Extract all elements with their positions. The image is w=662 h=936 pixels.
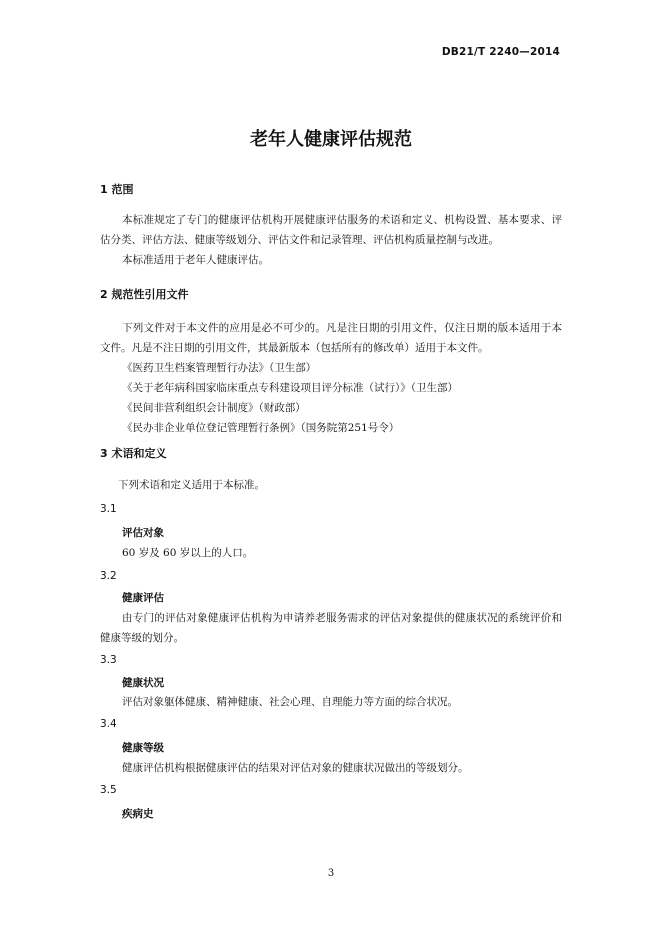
reference-item: 《关于老年病科国家临床重点专科建设项目评分标准（试行）》（卫生部） xyxy=(122,382,458,394)
term-number: 3.2 xyxy=(100,570,117,582)
section-heading-terms: 3 术语和定义 xyxy=(100,447,167,460)
term-name: 疾病史 xyxy=(122,808,154,820)
page-number: 3 xyxy=(327,868,335,879)
term-definition: 健康评估机构根据健康评估的结果对评估对象的健康状况做出的等级划分。 xyxy=(122,762,469,774)
terms-intro: 下列术语和定义适用于本标准。 xyxy=(118,479,265,491)
section-heading-normative-references: 2 规范性引用文件 xyxy=(100,288,189,301)
term-name: 健康状况 xyxy=(122,677,164,689)
scope-paragraph: 本标准规定了专门的健康评估机构开展健康评估服务的术语和定义、机构设置、基本要求、评估分类、评估方法、健康等级划分、评估文件和记录管理、评估机构质量控制与改进。 xyxy=(100,214,562,246)
term-number: 3.1 xyxy=(100,503,117,515)
document-title: 老年人健康评估规范 xyxy=(250,129,412,150)
term-number: 3.5 xyxy=(100,784,117,796)
scope-applicability: 本标准适用于老年人健康评估。 xyxy=(122,254,269,266)
standard-code: DB21/T 2240—2014 xyxy=(441,46,560,58)
reference-item: 《医药卫生档案管理暂行办法》（卫生部） xyxy=(122,362,317,374)
term-definition: 由专门的评估对象健康评估机构为申请养老服务需求的评估对象提供的健康状况的系统评价和健康等级的划分。 xyxy=(100,612,562,644)
term-number: 3.4 xyxy=(100,718,117,730)
section-heading-scope: 1 范围 xyxy=(100,183,134,196)
reference-item: 《民办非企业单位登记管理暂行条例》（国务院第251号令） xyxy=(122,422,400,434)
reference-item: 《民间非营利组织会计制度》（财政部） xyxy=(122,402,306,414)
term-definition: 评估对象躯体健康、精神健康、社会心理、自理能力等方面的综合状况。 xyxy=(122,696,458,708)
term-name: 健康评估 xyxy=(122,592,164,604)
term-name: 健康等级 xyxy=(122,742,164,754)
references-paragraph: 下列文件对于本文件的应用是必不可少的。凡是注日期的引用文件，仅注日期的版本适用于本文件。凡是不注日期的引用文件，其最新版本（包括所有的修改单）适用于本文件。 xyxy=(100,322,562,354)
term-definition: 60 岁及 60 岁以上的人口。 xyxy=(122,547,254,559)
term-number: 3.3 xyxy=(100,654,117,666)
term-name: 评估对象 xyxy=(122,527,164,539)
